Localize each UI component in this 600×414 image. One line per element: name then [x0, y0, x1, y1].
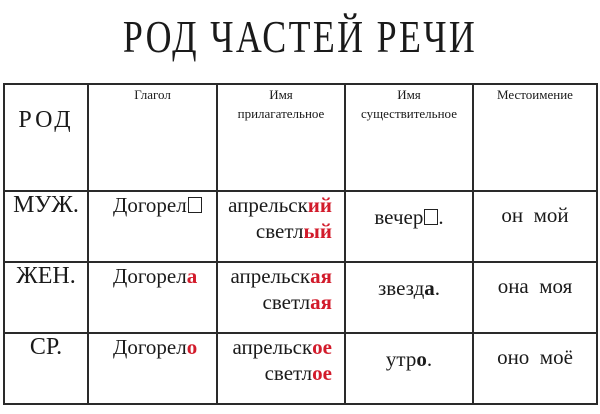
header-verb: Глагол [88, 84, 217, 191]
adjective-word [218, 263, 332, 289]
adjective-ending: ое [312, 335, 332, 359]
adjective-word [218, 360, 332, 386]
adjective-ending: ая [310, 264, 332, 288]
noun-stem: утр [385, 347, 417, 371]
noun-stem: вечер [374, 205, 424, 229]
adjective-cell [217, 333, 345, 404]
header-noun-line1: Имя [397, 87, 421, 102]
noun-cell [345, 191, 473, 262]
header-adjective-line1: Имя [269, 87, 293, 102]
header-gender: РОД [4, 84, 88, 191]
adjective-stem: апрельск [228, 193, 308, 217]
table-row [4, 262, 597, 333]
gender-table [3, 83, 598, 405]
adjective-stem: апрельск [232, 335, 313, 359]
table-row [4, 191, 597, 262]
adjective-stem: апрельск [230, 264, 311, 288]
verb-ending: о [186, 335, 198, 359]
noun-stem: звезд [377, 276, 425, 300]
noun-ending: а [424, 276, 435, 300]
verb-cell [88, 333, 217, 404]
adjective-word [218, 218, 332, 244]
null-ending-box [424, 209, 438, 225]
verb-stem: Догорел [113, 193, 187, 217]
noun-tail: . [426, 347, 433, 371]
verb-cell [88, 191, 217, 262]
noun-ending: о [416, 347, 427, 371]
adjective-stem: светл [255, 219, 304, 243]
adjective-stem: светл [264, 361, 313, 385]
adjective-ending: ая [310, 290, 332, 314]
adjective-cell [217, 262, 345, 333]
adjective-ending: ое [312, 361, 332, 385]
header-noun [345, 84, 473, 191]
noun-tail: . [434, 276, 440, 300]
gender-label: ЖЕН. [4, 262, 88, 333]
verb-stem: Догорел [113, 264, 187, 288]
verb-ending: а [186, 264, 198, 288]
pronoun-cell: он мой [473, 191, 597, 262]
adjective-stem: светл [262, 290, 311, 314]
adjective-word [218, 289, 332, 315]
adjective-word [218, 192, 332, 218]
adjective-cell [217, 191, 345, 262]
header-pronoun: Местоимение [473, 84, 597, 191]
gender-label: МУЖ. [4, 191, 88, 262]
header-noun-line2: существительное [360, 106, 457, 121]
noun-tail: . [438, 205, 444, 229]
pronoun-cell: она моя [473, 262, 597, 333]
header-row [4, 84, 597, 191]
gender-label: СР. [4, 333, 88, 404]
adjective-word [218, 334, 332, 360]
table-row [4, 333, 597, 404]
adjective-ending: ий [307, 193, 332, 217]
page-title: РОД ЧАСТЕЙ РЕЧИ [122, 11, 478, 62]
adjective-ending: ый [303, 219, 332, 243]
header-adjective [217, 84, 345, 191]
pronoun-cell: оно моё [473, 333, 597, 404]
header-adjective-line2: прилагательное [237, 106, 325, 121]
verb-cell [88, 262, 217, 333]
null-ending-box [188, 197, 202, 213]
noun-cell [345, 262, 473, 333]
verb-stem: Догорел [113, 335, 187, 359]
noun-cell [345, 333, 473, 404]
